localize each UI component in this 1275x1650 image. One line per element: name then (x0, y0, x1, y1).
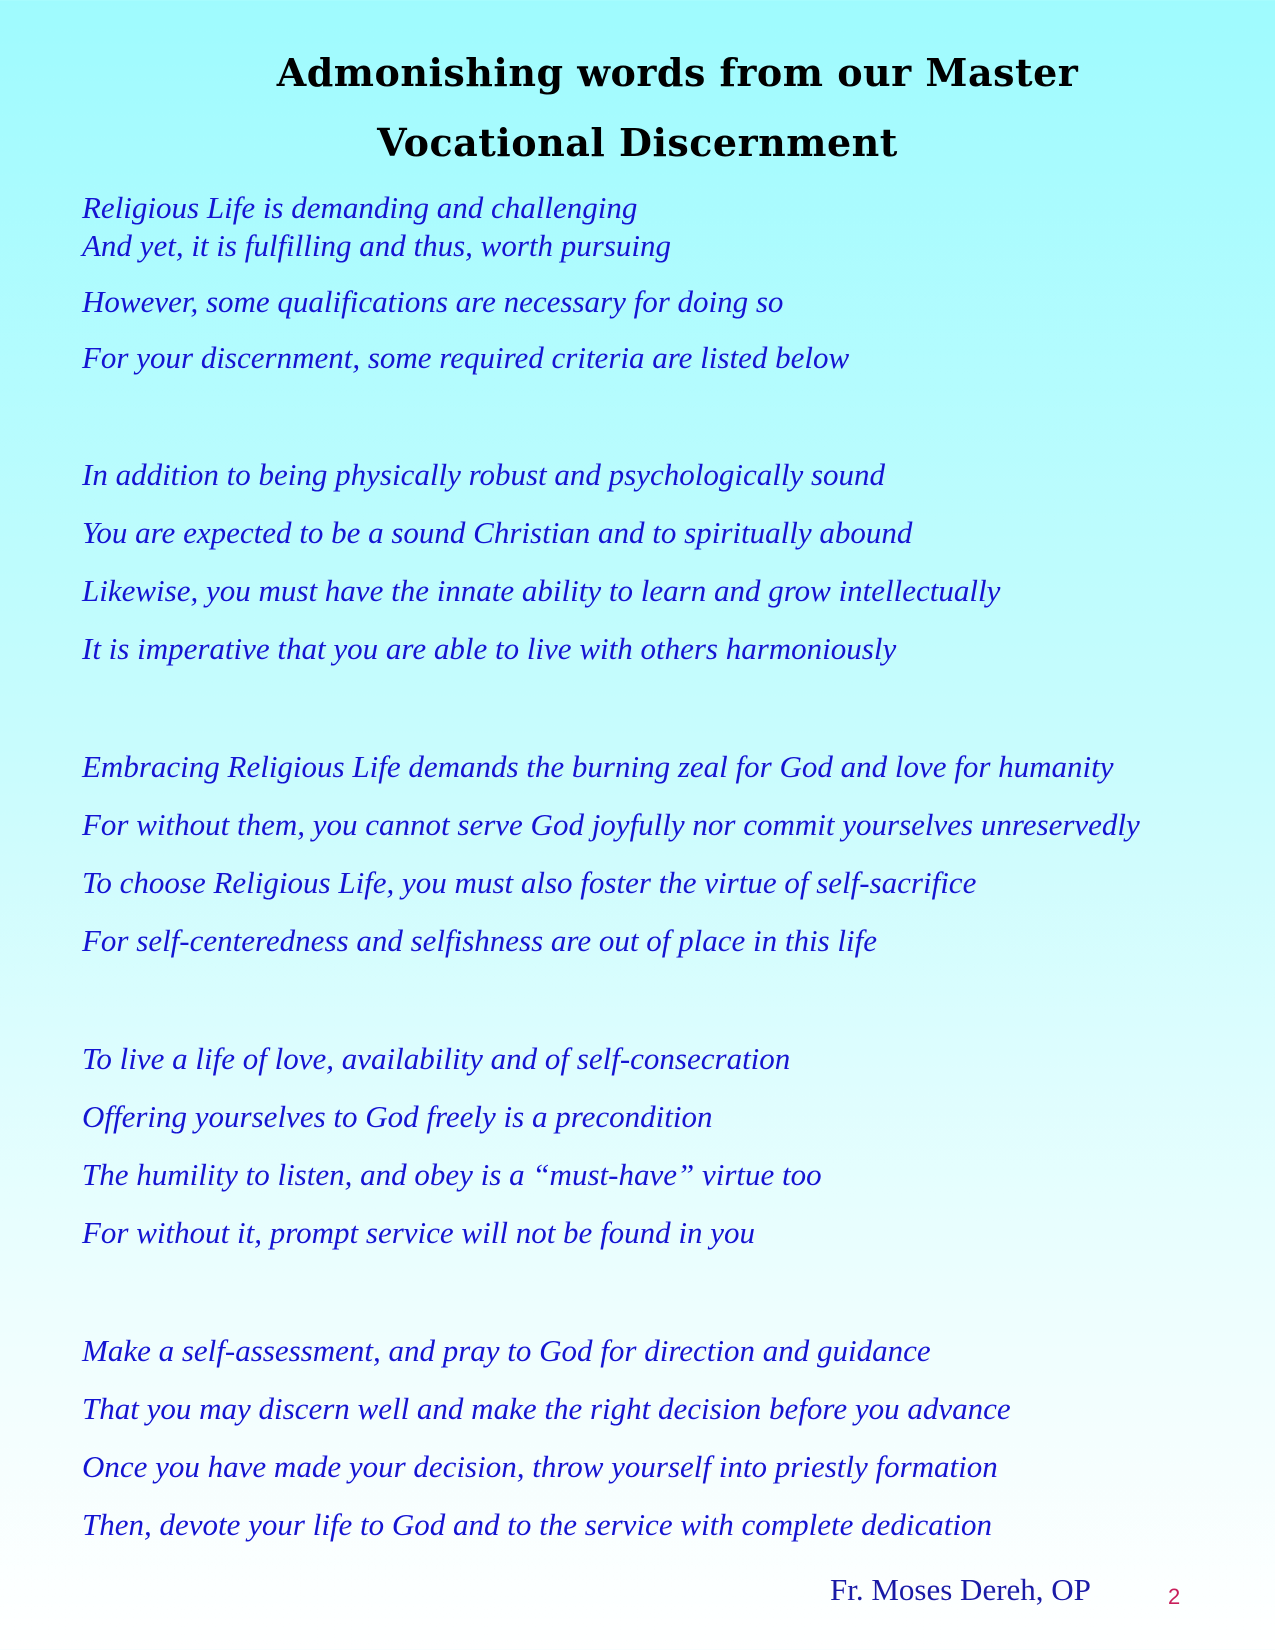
page-subtitle: Vocational Discernment (377, 120, 898, 165)
poem-line: Embracing Religious Life demands the burning zeal for God and love for humanity (82, 749, 1114, 784)
poem-line: For without it, prompt service will not be found in you (82, 1215, 756, 1250)
poem-line: The humility to listen, and obey is a “must-have” virtue too (82, 1157, 822, 1192)
author-signature: Fr. Moses Dereh, OP (830, 1572, 1091, 1607)
poem-line: To live a life of love, availability and of self-consecration (82, 1041, 791, 1076)
poem-line: In addition to being physically robust and psychologically sound (82, 457, 886, 492)
poem-line: However, some qualifications are necessary for doing so (82, 284, 784, 319)
poem-line: To choose Religious Life, you must also foster the virtue of self-sacrifice (82, 865, 977, 900)
poem-line: Likewise, you must have the innate ability to learn and grow intellectually (82, 573, 1001, 608)
poem-line: Then, devote your life to God and to the service with complete dedication (82, 1507, 992, 1542)
page-title: Admonishing words from our Master (276, 50, 1079, 95)
poem-line: And yet, it is fulfilling and thus, worth pursuing (82, 228, 672, 263)
poem-line: It is imperative that you are able to live with others harmoniously (82, 631, 897, 666)
poem-line: For self-centeredness and selfishness are out of place in this life (82, 923, 877, 958)
poem-line: Make a self-assessment, and pray to God for direction and guidance (82, 1333, 931, 1368)
poem-line: Once you have made your decision, throw yourself into priestly formation (82, 1449, 998, 1484)
poem-line: That you may discern well and make the right decision before you advance (82, 1391, 1011, 1426)
poem-line: Religious Life is demanding and challenging (82, 190, 638, 225)
poem-line: You are expected to be a sound Christian and to spiritually abound (82, 515, 913, 550)
poem-line: For your discernment, some required criteria are listed below (82, 340, 850, 375)
poem-line: Offering yourselves to God freely is a precondition (82, 1099, 713, 1134)
poem-line: For without them, you cannot serve God joyfully nor commit yourselves unreservedly (82, 807, 1140, 842)
page-number: 2 (1168, 1584, 1181, 1609)
